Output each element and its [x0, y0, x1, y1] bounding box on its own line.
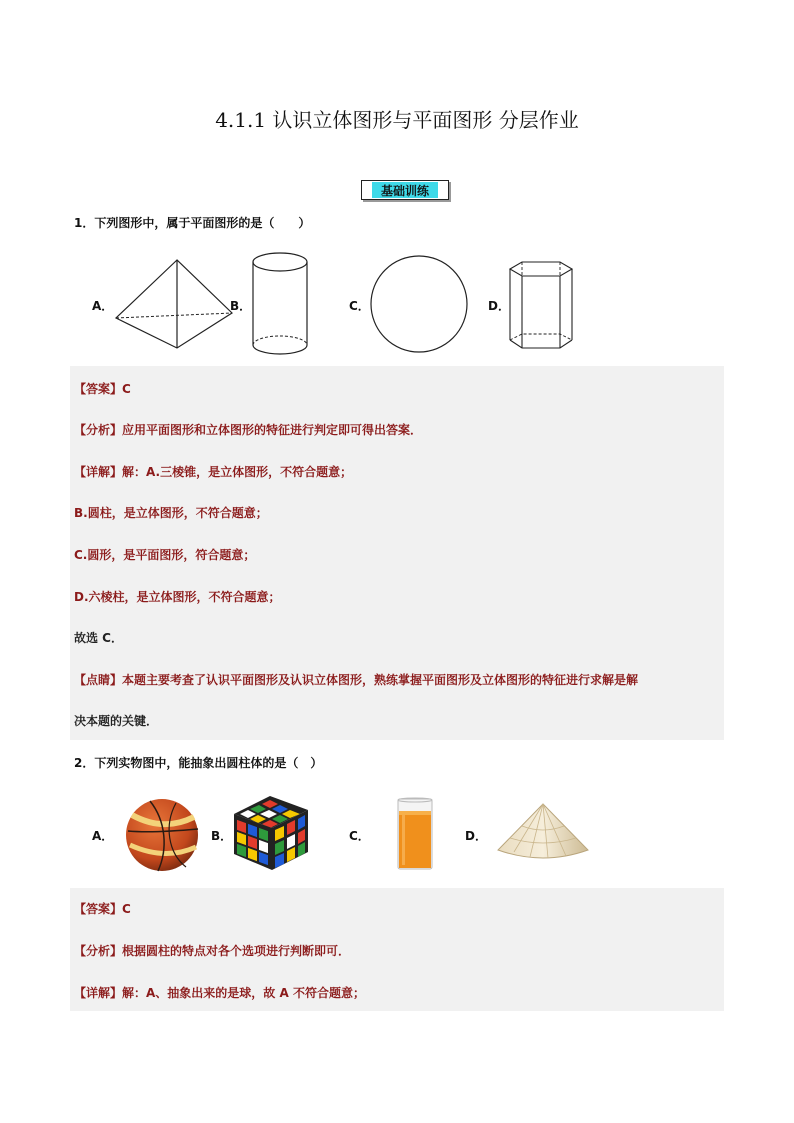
conical-hat-icon: [496, 802, 590, 862]
section-label: 基础训练: [380, 184, 429, 198]
q1-option-b-label: B．: [230, 299, 252, 313]
q1-option-d-label: D．: [488, 299, 510, 313]
rubiks-cube-icon: [232, 794, 310, 872]
pyramid-icon: [114, 258, 234, 350]
q2-option-d-label: D．: [465, 829, 487, 843]
q2-option-b-label: B．: [211, 829, 233, 843]
q2-detail: 【详解】解：A、抽象出来的是球，故 A 不符合题意；: [74, 986, 365, 1000]
q1-detail: 【详解】解：A.三棱锥，是立体图形，不符合题意；: [74, 465, 353, 479]
juice-glass-icon: [396, 797, 434, 871]
q2-option-c-label: C．: [349, 829, 370, 843]
q1-detail-d: D.六棱柱，是立体图形，不符合题意；: [74, 590, 281, 604]
cylinder-icon: [252, 252, 310, 358]
q1-comment: 【点睛】本题主要考查了认识平面图形及认识立体图形，熟练掌握平面图形及立体图形的特征进行求解是解: [74, 673, 639, 687]
q1-comment-cont: 决本题的关键．: [74, 714, 159, 728]
question-1-stem: 1．下列图形中，属于平面图形的是（ ）: [74, 216, 311, 230]
q1-conclusion: 故选 C．: [74, 631, 123, 645]
q1-analysis: 【分析】应用平面图形和立体图形的特征进行判定即可得出答案．: [74, 423, 423, 437]
q1-option-a-label: A．: [92, 299, 114, 313]
q1-detail-c: C.圆形，是平面图形，符合题意；: [74, 548, 256, 562]
hexagonal-prism-icon: [508, 260, 574, 352]
q2-answer: 【答案】C: [74, 902, 131, 916]
q1-answer: 【答案】C: [74, 382, 131, 396]
q2-option-a-label: A．: [92, 829, 114, 843]
circle-icon: [370, 255, 470, 355]
question-2-stem: 2．下列实物图中，能抽象出圆柱体的是（ ）: [74, 756, 323, 770]
q2-analysis: 【分析】根据圆柱的特点对各个选项进行判断即可．: [74, 944, 351, 958]
basketball-icon: [124, 797, 200, 873]
q1-detail-b: B.圆柱，是立体图形，不符合题意；: [74, 506, 268, 520]
page-title: 4.1.1 认识立体图形与平面图形 分层作业: [215, 108, 579, 132]
section-label-box: [361, 180, 449, 200]
q1-option-c-label: C．: [349, 299, 370, 313]
